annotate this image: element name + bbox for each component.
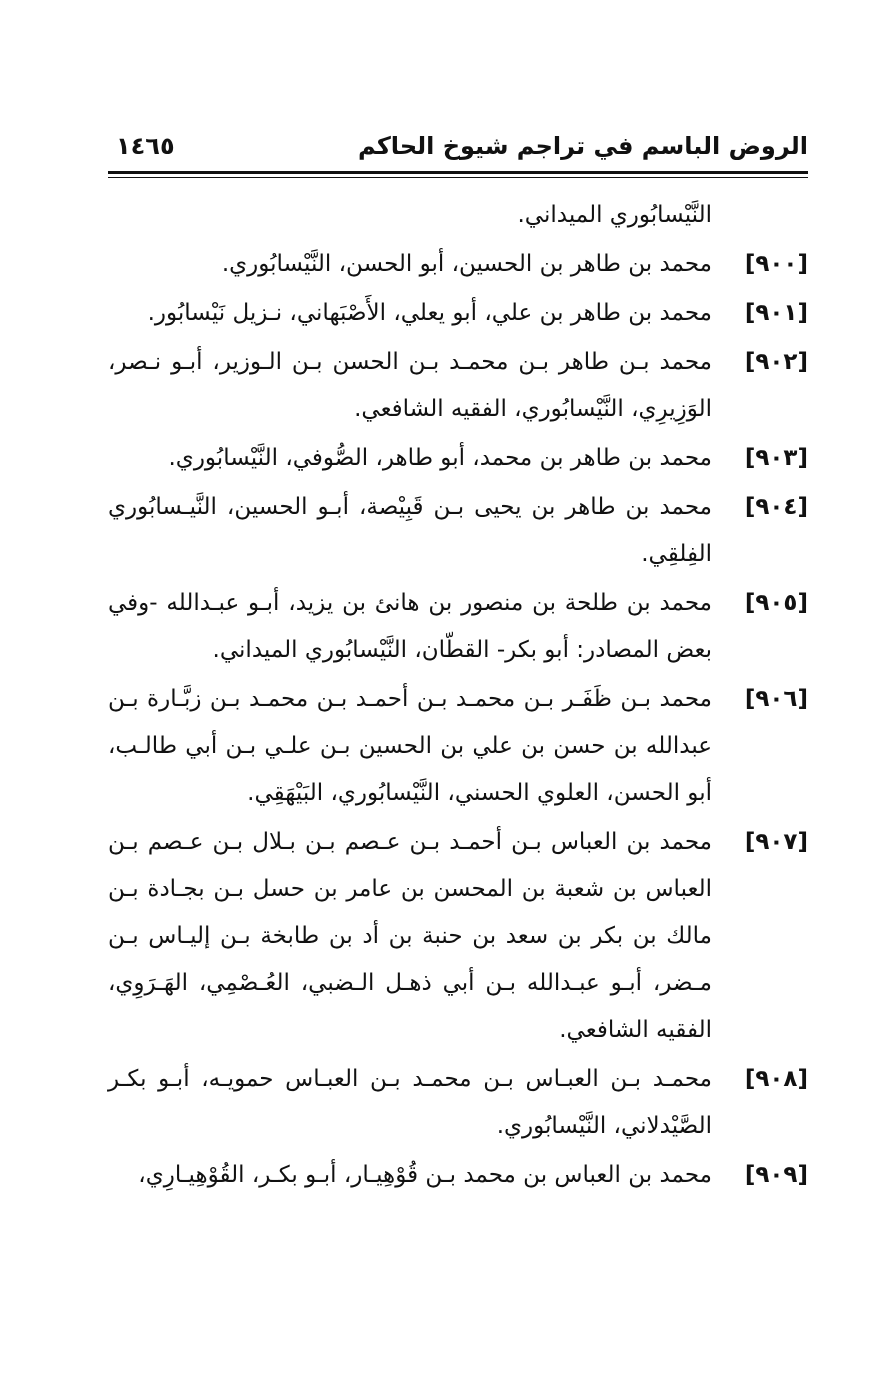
biography-list [108,192,808,1201]
biography-entry-906 [108,676,808,817]
entry-number: [٩٠١] [744,300,808,326]
entry-text: محمد بن طاهر بن محمد، أبو طاهر، الصُّوفي، النَّيْسابُوري. [168,445,712,471]
entry-text: محمد بن طاهر بن يحيى بـن قَبِيْصة، أبـو الحسين، النَّيـسابُوري الفِلقِي. [108,494,712,567]
biography-entry-907 [108,819,808,1054]
biography-entry-905 [108,580,808,674]
entry-number: [٩٠٥] [744,590,808,616]
biography-entry-901 [108,290,808,337]
entry-number: [٩٠٤] [744,494,808,520]
entry-text: محمد بن طاهر بن علي، أبو يعلي، الأَصْبَهاني، نـزيل نَيْسابُور. [147,300,712,326]
biography-entry-904 [108,484,808,578]
running-title: الروض الباسم في تراجم شيوخ الحاكم [358,132,808,160]
header-rule-thick [108,171,808,174]
biography-entry-902 [108,339,808,433]
entry-text: محمد بـن ظَفَـر بـن محمـد بـن أحمـد بـن محمـد بـن زبَّـارة بـن عبدالله بن حسن بن علي بن الحسين بـن علـي بـن أبي طالـب، أبو الحسن، العلوي الحسني، النَّيْسابُوري، البَيْهَقِي. [108,686,712,806]
entry-text: محمد بن العباس بـن أحمـد بـن عـصم بـن بـلال بـن عـصم بـن العباس بن شعبة بن المحسن بن عامر بن حسل بـن بجـادة بـن مالك بن بكر بن سعد بن حنبة بن أد بن طابخة بـن إليـاس بـن مـضر، أبـو عبـدالله بـن أبي ذهـل الـضبي، العُـصْمِي، الهَـرَوِي، الفقيه الشافعي. [108,829,712,1043]
biography-entry-908 [108,1056,808,1150]
entry-number: [٩٠٨] [744,1066,808,1092]
entry-text: محمد بن العباس بن محمد بـن قُوْهِيـار، أبـو بكـر، القُوْهِيـارِي، [138,1162,712,1188]
biography-entry-900 [108,241,808,288]
entry-number: [٩٠٣] [744,445,808,471]
entry-number: [٩٠٧] [744,829,808,855]
entry-text: محمـد بـن العبـاس بـن محمـد بـن العبـاس حمويـه، أبـو بكـر الصَّيْدلاني، النَّيْسابُوري. [108,1066,712,1139]
entry-text: محمد بـن طاهر بـن محمـد بـن الحسن بـن الـوزير، أبـو نـصر، الوَزِيرِي، النَّيْسابُوري، الفقيه الشافعي. [108,349,712,422]
page-header [108,128,808,168]
entry-text: محمد بن طلحة بن منصور بن هانئ بن يزيد، أبـو عبـدالله -وفي بعض المصادر: أبو بكر- القطّان، النَّيْسابُوري الميداني. [108,590,712,663]
biography-entry-909 [108,1152,808,1199]
entry-number: [٩٠٩] [744,1162,808,1188]
entry-number: [٩٠٦] [744,686,808,712]
entry-text: محمد بن طاهر بن الحسين، أبو الحسن، النَّيْسابُوري. [221,251,712,277]
continuation-text: النَّيْسابُوري الميداني. [517,202,712,228]
entry-number: [٩٠٢] [744,349,808,375]
header-rule-thin [108,177,808,178]
page-number: ١٤٦٥ [116,132,175,160]
biography-entry-903 [108,435,808,482]
entry-number: [٩٠٠] [744,251,808,277]
